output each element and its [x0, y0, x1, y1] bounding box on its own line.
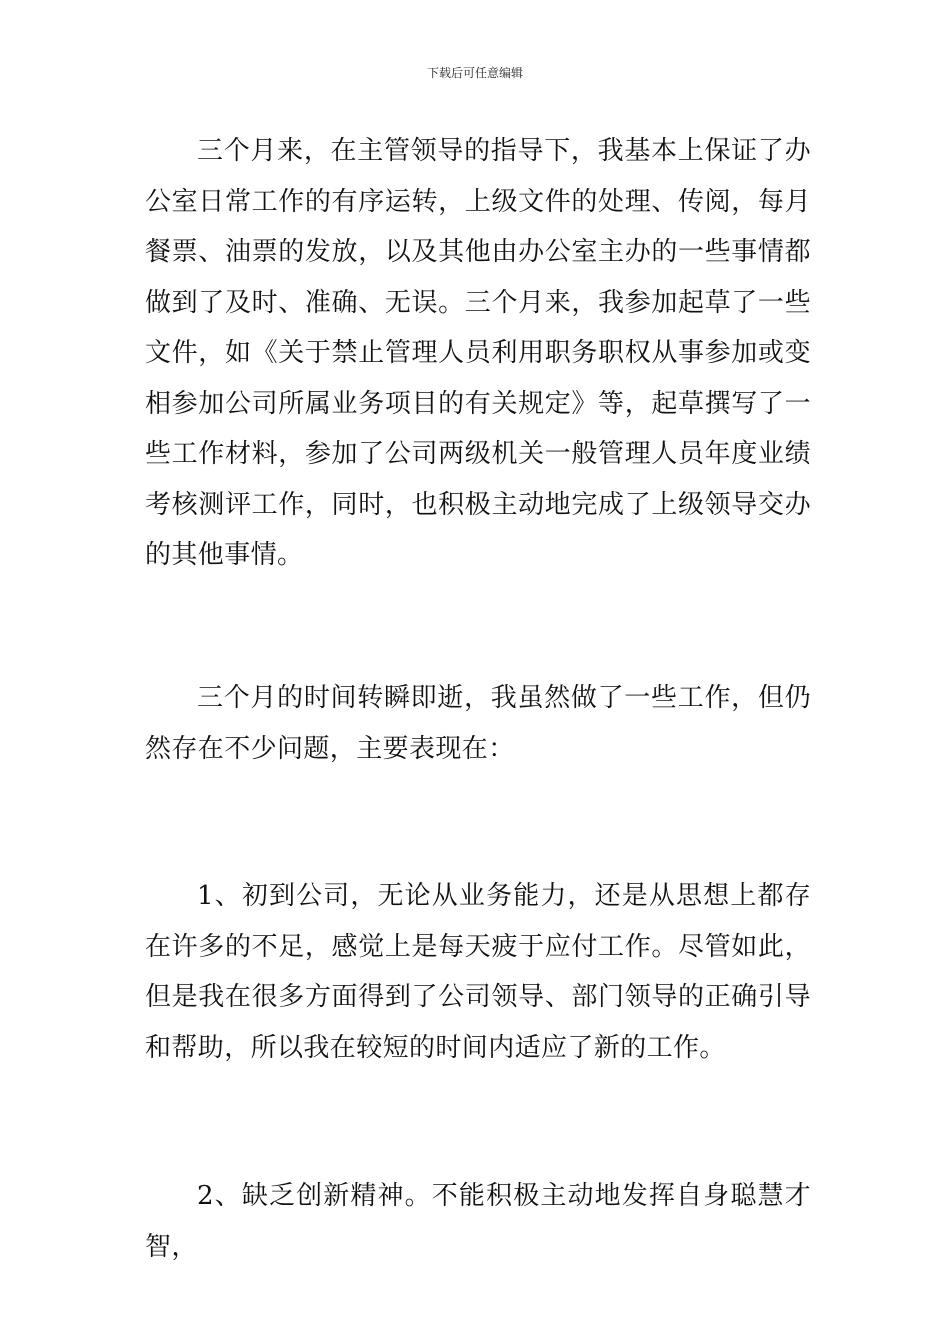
- paragraph-work-summary: 三个月来，在主管领导的指导下，我基本上保证了办公室日常工作的有序运转，上级文件的处理、传阅，每月餐票、油票的发放，以及其他由办公室主办的一些事情都做到了及时、准确、无误。三个月来，我参加起草了一些文件，如《关于禁止管理人员利用职务职权从事参加或变相参加公司所属业务项目的有关规定》等，起草撰写了一些工作材料，参加了公司两级机关一般管理人员年度业绩考核测评工作，同时，也积极主动地完成了上级领导交办的其他事情。: [145, 136, 811, 570]
- paragraph-problems-intro: 三个月的时间转瞬即逝，我虽然做了一些工作，但仍然存在不少问题，主要表现在：: [145, 683, 811, 764]
- paragraph-problem-2: 2、缺乏创新精神。不能积极主动地发挥自身聪慧才智，: [145, 1181, 811, 1262]
- paragraph-problem-1: 1、初到公司，无论从业务能力，还是从思想上都存在许多的不足，感觉上是每天疲于应付工作。尽管如此，但是我在很多方面得到了公司领导、部门领导的正确引导和帮助，所以我在较短的时间内适应了新的工作。: [145, 881, 811, 1063]
- page-header: 下载后可任意编辑: [426, 66, 523, 80]
